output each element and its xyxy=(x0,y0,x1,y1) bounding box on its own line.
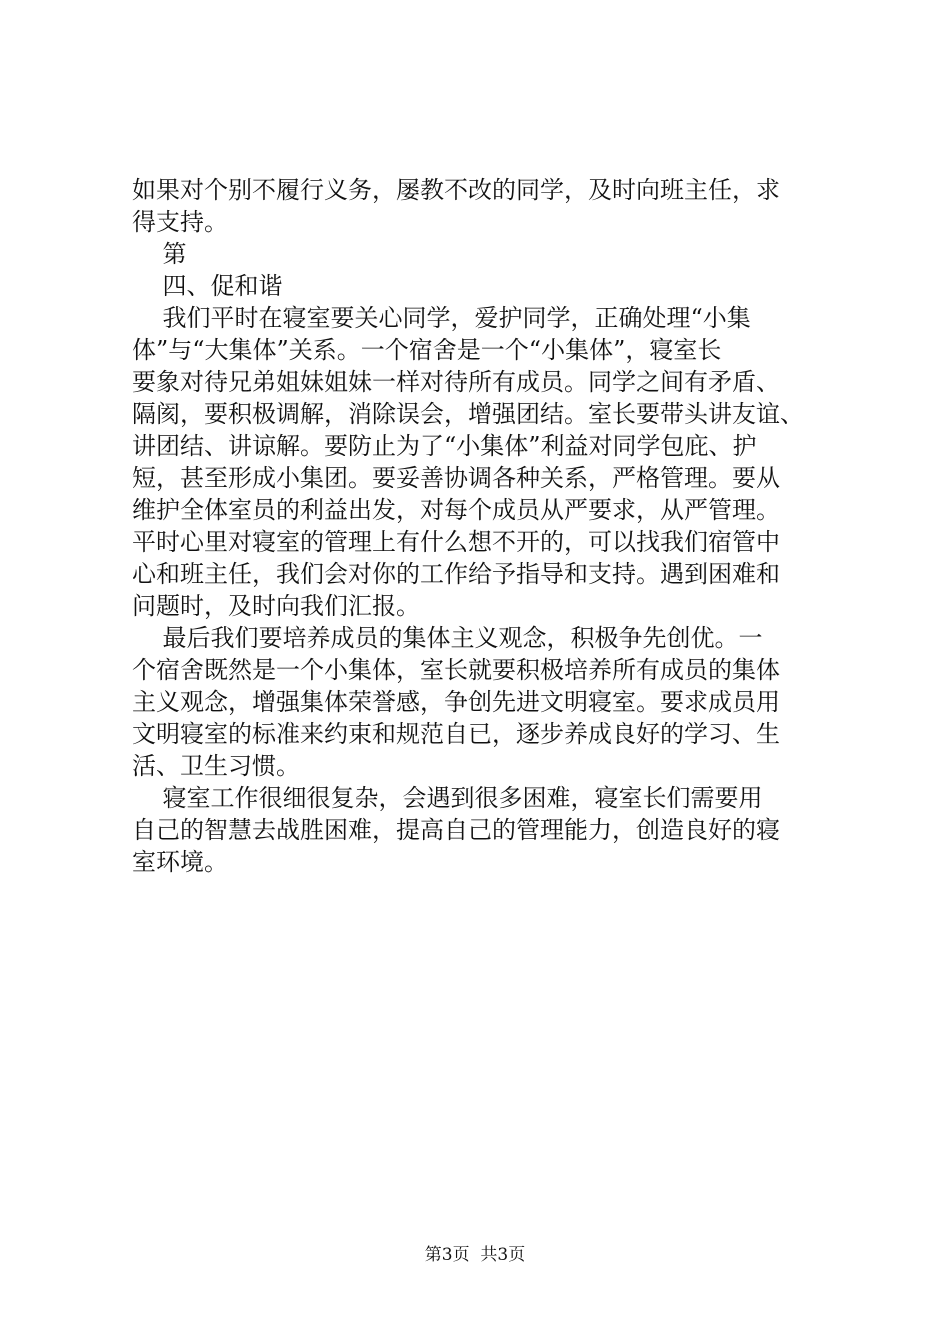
text-line: 如果对个别不履行义务，屡教不改的同学，及时向班主任，求 xyxy=(132,176,780,204)
text-line: 活、卫生习惯。 xyxy=(132,752,300,780)
text-line: 心和班主任，我们会对你的工作给予指导和支持。遇到困难和 xyxy=(132,560,780,588)
text-line: 体”与“大集体”关系。一个宿舍是一个“小集体”，寝室长 xyxy=(132,336,722,364)
body-text xyxy=(132,174,832,878)
text-line: 平时心里对寝室的管理上有什么想不开的，可以找我们宿管中 xyxy=(132,528,780,556)
text-line: 得支持。 xyxy=(132,208,228,236)
text-line: 短，甚至形成小集团。要妥善协调各种关系，严格管理。要从 xyxy=(132,464,780,492)
text-line: 要象对待兄弟姐妹姐妹一样对待所有成员。同学之间有矛盾、 xyxy=(132,368,780,396)
text-line: 讲团结、讲谅解。要防止为了“小集体”利益对同学包庇、护 xyxy=(132,432,757,460)
text-line: 自己的智慧去战胜困难，提高自己的管理能力，创造良好的寝 xyxy=(132,816,780,844)
text-line: 第 xyxy=(132,240,187,268)
text-line: 我们平时在寝室要关心同学，爱护同学，正确处理“小集 xyxy=(132,304,751,332)
text-line: 主义观念，增强集体荣誉感，争创先进文明寝室。要求成员用 xyxy=(132,688,780,716)
text-line: 维护全体室员的利益出发，对每个成员从严要求，从严管理。 xyxy=(132,496,780,524)
text-line: 最后我们要培养成员的集体主义观念，积极争先创优。一 xyxy=(132,624,763,652)
text-line: 寝室工作很细很复杂，会遇到很多困难，寝室长们需要用 xyxy=(132,784,763,812)
page-footer: 第3页 共3页 xyxy=(424,1245,526,1265)
section-heading: 四、促和谐 xyxy=(132,272,283,300)
text-line: 室环境。 xyxy=(132,848,228,876)
text-line: 文明寝室的标准来约束和规范自已，逐步养成良好的学习、生 xyxy=(132,720,780,748)
text-line: 问题时，及时向我们汇报。 xyxy=(132,592,420,620)
text-line: 个宿舍既然是一个小集体，室长就要积极培养所有成员的集体 xyxy=(132,656,780,684)
text-line: 隔阂，要积极调解，消除误会，增强团结。室长要带头讲友谊、 xyxy=(132,400,804,428)
